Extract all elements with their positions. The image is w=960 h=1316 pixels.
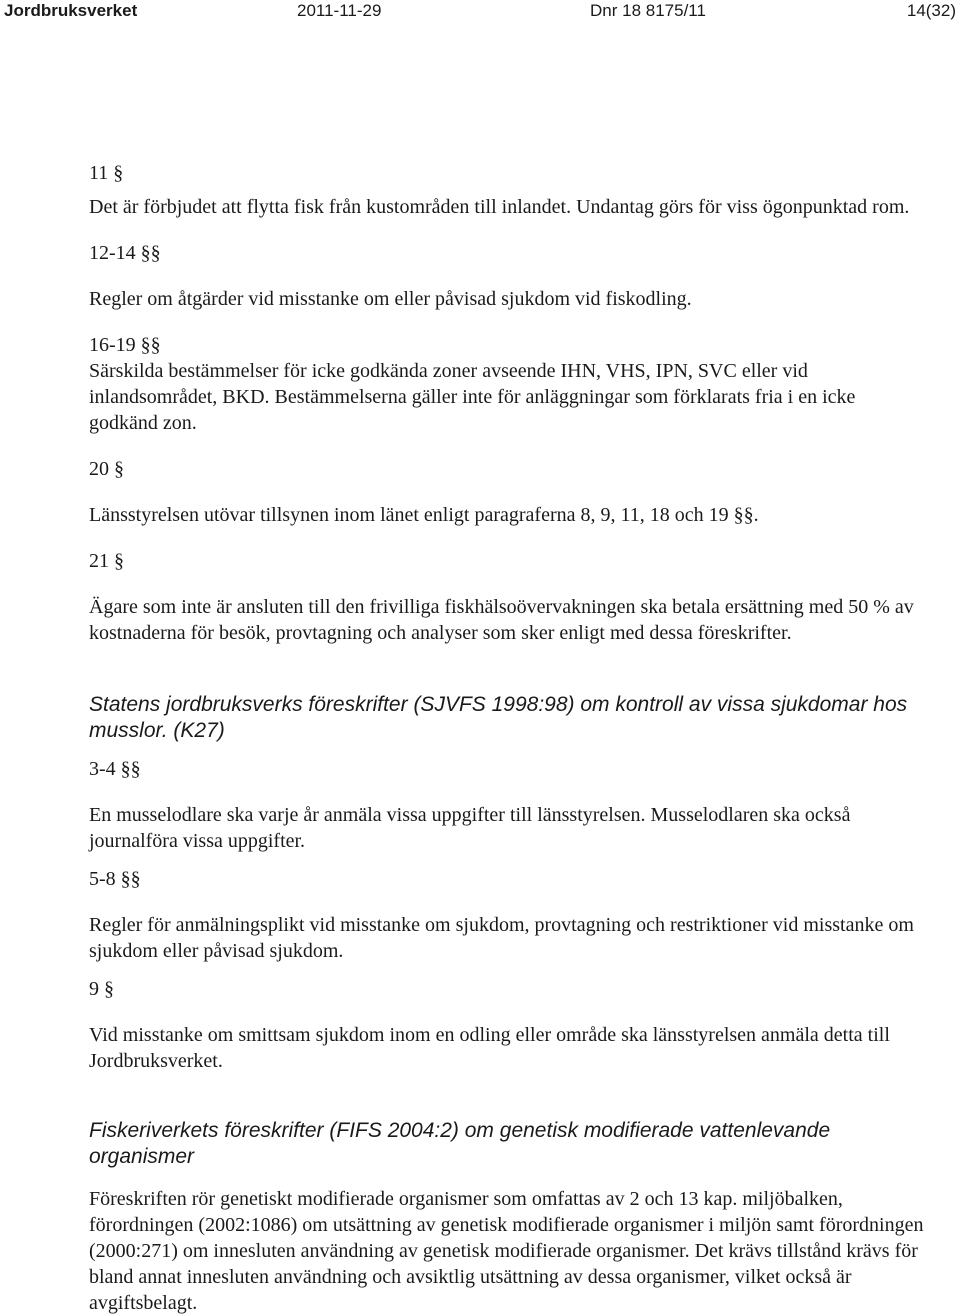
section-text: Särskilda bestämmelser för icke godkända zoner avseende IHN, VHS, IPN, SVC eller vid inlandsområdet, BKD. Bestämmelserna gäller inte för anläggningar som förklarats fria i en icke godkänd zon. [89,360,856,434]
section-number: 3-4 §§ [89,758,141,780]
header-organization: Jordbruksverket [4,1,138,20]
section-text: En musselodlare ska varje år anmäla vissa uppgifter till länsstyrelsen. Musselodlaren ska också journalföra vissa uppgifter. [89,804,851,852]
section-text: Ägare som inte är ansluten till den frivilliga fiskhälsoövervakningen ska betala ersättning med 50 % av kostnaderna för besök, provtagning och analyser som sker enligt med dessa föreskrifter. [89,596,914,644]
page-header [0,0,960,22]
section-number: 21 § [89,550,124,572]
section-heading: Statens jordbruksverks föreskrifter (SJVFS 1998:98) om kontroll av vissa sjukdomar hos musslor. (K27) [89,693,908,742]
section-number: 16-19 §§ [89,334,161,356]
section-text: Föreskriften rör genetiskt modifierade organismer som omfattas av 2 och 13 kap. miljöbalken, förordningen (2002:1086) om utsättning av genetisk modifierade organismer i miljön samt förordningen (2000:271) om innesluten användning av genetisk modifierade organismer. Det krävs tillstånd krävs för bland annat innesluten användning och avsiktlig utsättning av dessa organismer, vilket också är avgiftsbelagt. [89,1188,924,1314]
section-text: Regler för anmälningsplikt vid misstanke om sjukdom, provtagning och restriktioner vid misstanke om sjukdom eller påvisad sjukdom. [89,914,914,962]
section-number: 5-8 §§ [89,868,141,890]
header-page-number: 14(32) [906,1,956,20]
section-number: 11 § [89,162,124,184]
section-text: Vid misstanke om smittsam sjukdom inom en odling eller område ska länsstyrelsen anmäla detta till Jordbruksverket. [89,1024,890,1072]
section-number: 9 § [89,978,114,1000]
section-number: 20 § [89,458,124,480]
section-text: Länsstyrelsen utövar tillsynen inom länet enligt paragraferna 8, 9, 11, 18 och 19 §§. [89,504,759,526]
section-heading: Fiskeriverkets föreskrifter (FIFS 2004:2) om genetisk modifierade vattenlevande organismer [89,1119,831,1168]
section-number: 12-14 §§ [89,242,161,264]
section-text: Det är förbjudet att flytta fisk från kustområden till inlandet. Undantag görs för viss ögonpunktad rom. [89,196,910,218]
section-text: Regler om åtgärder vid misstanke om eller påvisad sjukdom vid fiskodling. [89,288,692,310]
header-reference-number: Dnr 18 8175/11 [590,1,706,20]
header-date: 2011-11-29 [297,1,382,20]
document-body [89,160,929,1316]
